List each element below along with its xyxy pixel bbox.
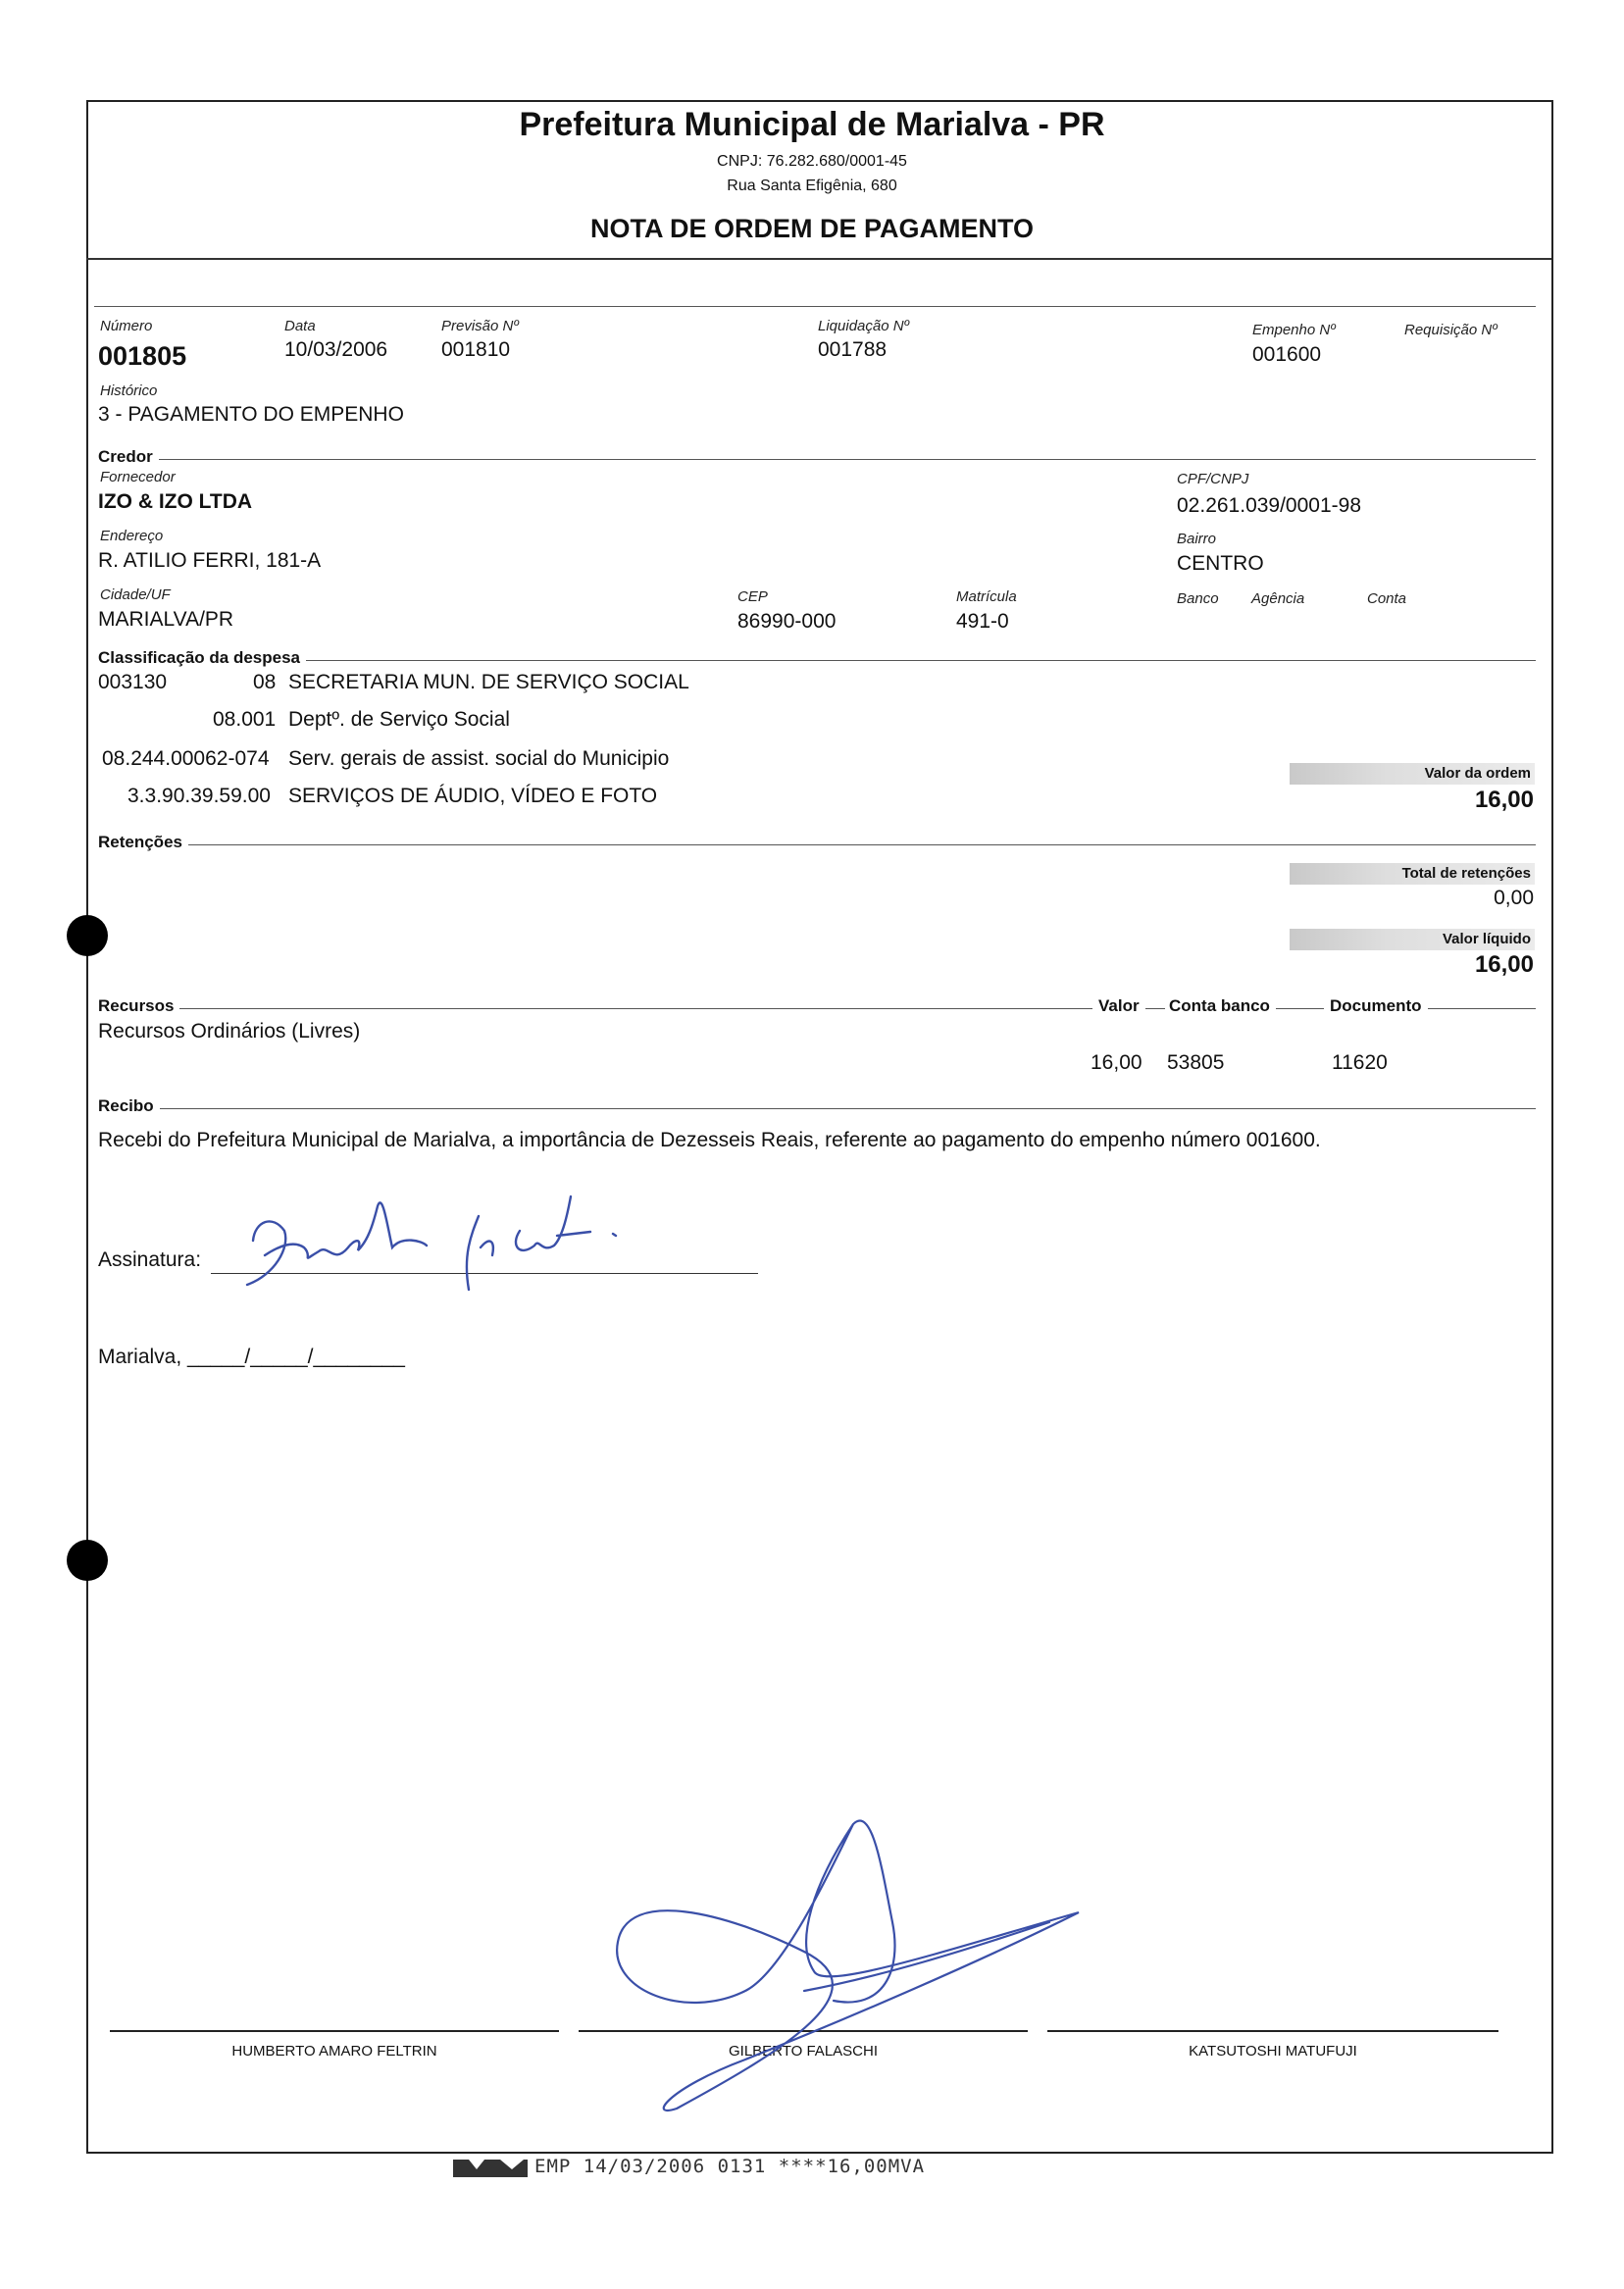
previsao-label: Previsão Nº	[441, 318, 519, 334]
cnpj-text: CNPJ: 76.282.680/0001-45	[717, 153, 907, 170]
classificacao-section: Classificação da despesa	[98, 648, 306, 668]
funcional-code: 08.244.00062-074	[102, 747, 270, 770]
address-text: Rua Santa Efigênia, 680	[727, 178, 897, 194]
recursos-conta-label: Conta banco	[1165, 996, 1276, 1016]
punch-hole-top	[67, 915, 108, 956]
stamp-logo	[451, 2156, 530, 2181]
recursos-valor-label: Valor	[1092, 996, 1145, 1016]
data-value: 10/03/2006	[284, 338, 388, 361]
recibo-line	[98, 1108, 1536, 1109]
valor-liquido-label: Valor líquido	[1442, 931, 1531, 947]
classificacao-line	[98, 660, 1536, 661]
unidade-name: Deptº. de Serviço Social	[288, 708, 510, 731]
conta-label: Conta	[1367, 590, 1407, 607]
recursos-item: Recursos Ordinários (Livres)	[98, 1020, 361, 1043]
empenho-label: Empenho Nº	[1252, 322, 1336, 338]
orgao-code: 08	[253, 671, 277, 693]
matricula-label: Matrícula	[956, 588, 1017, 605]
cidade-label: Cidade/UF	[100, 586, 171, 603]
cpf-value: 02.261.039/0001-98	[1177, 494, 1362, 517]
cep-label: CEP	[737, 588, 768, 605]
official-signature	[588, 1795, 1098, 2118]
recipient-signature	[226, 1187, 686, 1295]
recursos-conta: 53805	[1167, 1051, 1225, 1074]
signatory-3: KATSUTOSHI MATUFUJI	[1189, 2043, 1357, 2060]
liquidacao-value: 001788	[818, 338, 888, 361]
valor-liquido-value: 16,00	[1474, 951, 1534, 978]
retencoes-line	[98, 844, 1536, 845]
endereco-label: Endereço	[100, 528, 164, 544]
numero-value: 001805	[98, 341, 187, 371]
data-label: Data	[284, 318, 316, 334]
recibo-section: Recibo	[98, 1096, 160, 1116]
punch-hole-bottom	[67, 1540, 108, 1581]
funcional-name: Serv. gerais de assist. social do Municipio	[288, 747, 670, 770]
credor-section: Credor	[98, 447, 159, 467]
classificacao-code: 003130	[98, 671, 168, 693]
assinatura-label: Assinatura:	[98, 1248, 202, 1271]
valor-ordem-bar	[1290, 763, 1535, 785]
elemento-name: SERVIÇOS DE ÁUDIO, VÍDEO E FOTO	[288, 785, 658, 807]
matricula-value: 491-0	[956, 610, 1009, 633]
bairro-label: Bairro	[1177, 531, 1217, 547]
valor-liquido-bar	[1290, 929, 1535, 950]
header-divider	[86, 258, 1551, 260]
unidade-code: 08.001	[213, 708, 277, 731]
doc-title: NOTA DE ORDEM DE PAGAMENTO	[589, 214, 1034, 243]
valor-ordem-value: 16,00	[1474, 787, 1534, 813]
cep-value: 86990-000	[737, 610, 837, 633]
stamp-text: EMP 14/03/2006 0131 ****16,00MVA	[534, 2156, 926, 2177]
recibo-text: Recebi do Prefeitura Municipal de Marialva, a importância de Dezesseis Reais, referente ao pagamento do empenho número 001600.	[98, 1129, 1321, 1151]
credor-line	[98, 459, 1536, 460]
signature-line-3	[1047, 2030, 1498, 2032]
recursos-section: Recursos	[98, 996, 179, 1016]
historico-label: Histórico	[100, 382, 158, 399]
bairro-value: CENTRO	[1177, 552, 1264, 575]
fields-divider	[94, 306, 1536, 307]
recursos-documento: 11620	[1332, 1051, 1388, 1074]
endereco-value: R. ATILIO FERRI, 181-A	[98, 549, 322, 572]
recursos-valor: 16,00	[1091, 1051, 1142, 1074]
cpf-label: CPF/CNPJ	[1177, 471, 1249, 487]
liquidacao-label: Liquidação Nº	[818, 318, 910, 334]
total-retencoes-value: 0,00	[1494, 887, 1534, 909]
page-title: Prefeitura Municipal de Marialva - PR	[519, 106, 1105, 143]
orgao-name: SECRETARIA MUN. DE SERVIÇO SOCIAL	[288, 671, 689, 693]
signatory-1: HUMBERTO AMARO FELTRIN	[231, 2043, 437, 2060]
agencia-label: Agência	[1251, 590, 1305, 607]
signatory-2: GILBERTO FALASCHI	[729, 2043, 878, 2060]
local-date: Marialva, _____/_____/________	[98, 1346, 405, 1368]
empenho-value: 001600	[1252, 343, 1322, 366]
fornecedor-label: Fornecedor	[100, 469, 176, 485]
numero-label: Número	[100, 318, 153, 334]
cidade-value: MARIALVA/PR	[98, 608, 234, 631]
recursos-line	[98, 1008, 1536, 1009]
recursos-documento-label: Documento	[1324, 996, 1428, 1016]
previsao-value: 001810	[441, 338, 511, 361]
fornecedor-value: IZO & IZO LTDA	[98, 490, 253, 513]
historico-value: 3 - PAGAMENTO DO EMPENHO	[98, 403, 404, 426]
requisicao-label: Requisição Nº	[1404, 322, 1497, 338]
total-retencoes-bar	[1290, 863, 1535, 885]
retencoes-section: Retenções	[98, 833, 188, 852]
total-retencoes-label: Total de retenções	[1401, 865, 1531, 882]
signature-line-1	[110, 2030, 559, 2032]
elemento-code: 3.3.90.39.59.00	[127, 785, 271, 807]
banco-label: Banco	[1177, 590, 1219, 607]
valor-ordem-label: Valor da ordem	[1424, 765, 1531, 782]
